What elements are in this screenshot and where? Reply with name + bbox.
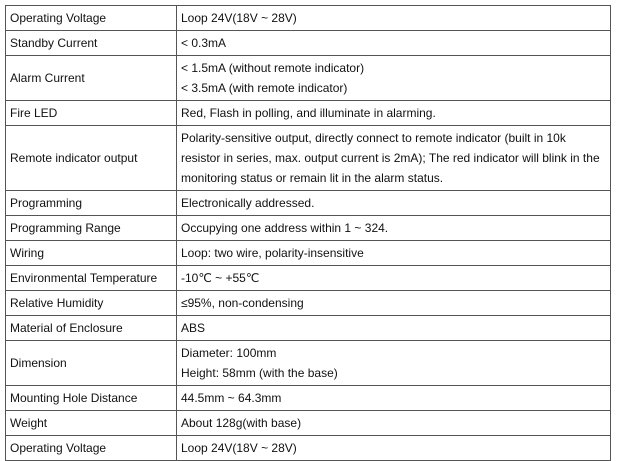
spec-value-line: Occupying one address within 1 ~ 324.: [181, 221, 389, 235]
spec-label-cell: [6, 436, 177, 461]
spec-value-line: About 128g(with base): [181, 416, 302, 430]
spec-label-cell: [6, 411, 177, 436]
spec-value-cell: [177, 266, 611, 291]
spec-value-cell: [177, 101, 611, 126]
spec-value-line: < 0.3mA: [181, 36, 227, 50]
spec-value-line: Loop 24V(18V ~ 28V): [181, 11, 297, 25]
spec-label-cell: [6, 56, 177, 101]
spec-label: Alarm Current: [10, 71, 85, 85]
spec-value-line: monitoring status or remain lit in the alarm status.: [181, 171, 444, 185]
spec-value-line: ABS: [181, 321, 206, 335]
spec-label: Standby Current: [10, 36, 98, 50]
spec-value-line: -10℃ ~ +55℃: [181, 271, 260, 285]
spec-label-cell: [6, 316, 177, 341]
spec-label: Programming Range: [10, 221, 121, 235]
spec-label: Operating Voltage: [10, 11, 107, 25]
spec-label: Environmental Temperature: [10, 271, 158, 285]
spec-value-cell: [177, 291, 611, 316]
spec-label-cell: [6, 101, 177, 126]
table-row: [6, 411, 611, 436]
spec-label: Mounting Hole Distance: [10, 391, 138, 405]
table-row: [6, 101, 611, 126]
spec-value-cell: [177, 411, 611, 436]
spec-value-cell: [177, 31, 611, 56]
spec-label: Fire LED: [10, 106, 58, 120]
spec-label-cell: [6, 126, 177, 191]
table-row: [6, 216, 611, 241]
spec-label: Material of Enclosure: [10, 321, 123, 335]
spec-label: Wiring: [10, 246, 45, 260]
spec-value-line: < 1.5mA (without remote indicator): [181, 61, 365, 75]
spec-label: Remote indicator output: [10, 151, 138, 165]
spec-value-line: resistor in series, max. output current is 2mA); The red indicator will blink in the: [181, 151, 600, 165]
spec-value-line: Height: 58mm (with the base): [181, 366, 338, 380]
spec-label-cell: [6, 191, 177, 216]
spec-value-line: Diameter: 100mm: [181, 346, 277, 360]
spec-label: Relative Humidity: [10, 296, 104, 310]
spec-value-cell: [177, 386, 611, 411]
spec-value-line: 44.5mm ~ 64.3mm: [181, 391, 282, 405]
spec-label-cell: [6, 386, 177, 411]
table-row: [6, 316, 611, 341]
spec-value-cell: [177, 191, 611, 216]
spec-label-cell: [6, 341, 177, 386]
spec-label: Operating Voltage: [10, 441, 107, 455]
table-row: [6, 291, 611, 316]
spec-value-line: Red, Flash in polling, and illuminate in alarming.: [181, 106, 436, 120]
spec-value-cell: [177, 241, 611, 266]
spec-label-cell: [6, 266, 177, 291]
spec-table: [5, 5, 611, 461]
table-row: [6, 6, 611, 31]
spec-value-line: < 3.5mA (with remote indicator): [181, 81, 348, 95]
spec-label-cell: [6, 291, 177, 316]
spec-value-cell: [177, 216, 611, 241]
spec-label: Weight: [10, 416, 48, 430]
spec-value-line: Loop 24V(18V ~ 28V): [181, 441, 297, 455]
spec-label-cell: [6, 216, 177, 241]
table-row: [6, 31, 611, 56]
spec-label-cell: [6, 6, 177, 31]
spec-value-cell: [177, 56, 611, 101]
spec-label-cell: [6, 241, 177, 266]
spec-value-cell: [177, 316, 611, 341]
table-row: [6, 126, 611, 191]
table-row: [6, 386, 611, 411]
spec-label-cell: [6, 31, 177, 56]
table-row: [6, 191, 611, 216]
spec-value-line: Polarity-sensitive output, directly connect to remote indicator (built in 10k: [181, 131, 566, 145]
spec-value-line: Electronically addressed.: [181, 196, 315, 210]
table-row: [6, 266, 611, 291]
spec-table-body: [6, 6, 611, 461]
table-row: [6, 341, 611, 386]
spec-value-line: ≤95%, non-condensing: [181, 296, 304, 310]
spec-value-cell: [177, 436, 611, 461]
spec-label: Dimension: [10, 356, 67, 370]
spec-label: Programming: [10, 196, 83, 210]
table-row: [6, 241, 611, 266]
spec-value-cell: [177, 6, 611, 31]
table-row: [6, 56, 611, 101]
spec-value-line: Loop: two wire, polarity-insensitive: [181, 246, 364, 260]
table-row: [6, 436, 611, 461]
spec-value-cell: [177, 126, 611, 191]
spec-value-cell: [177, 341, 611, 386]
